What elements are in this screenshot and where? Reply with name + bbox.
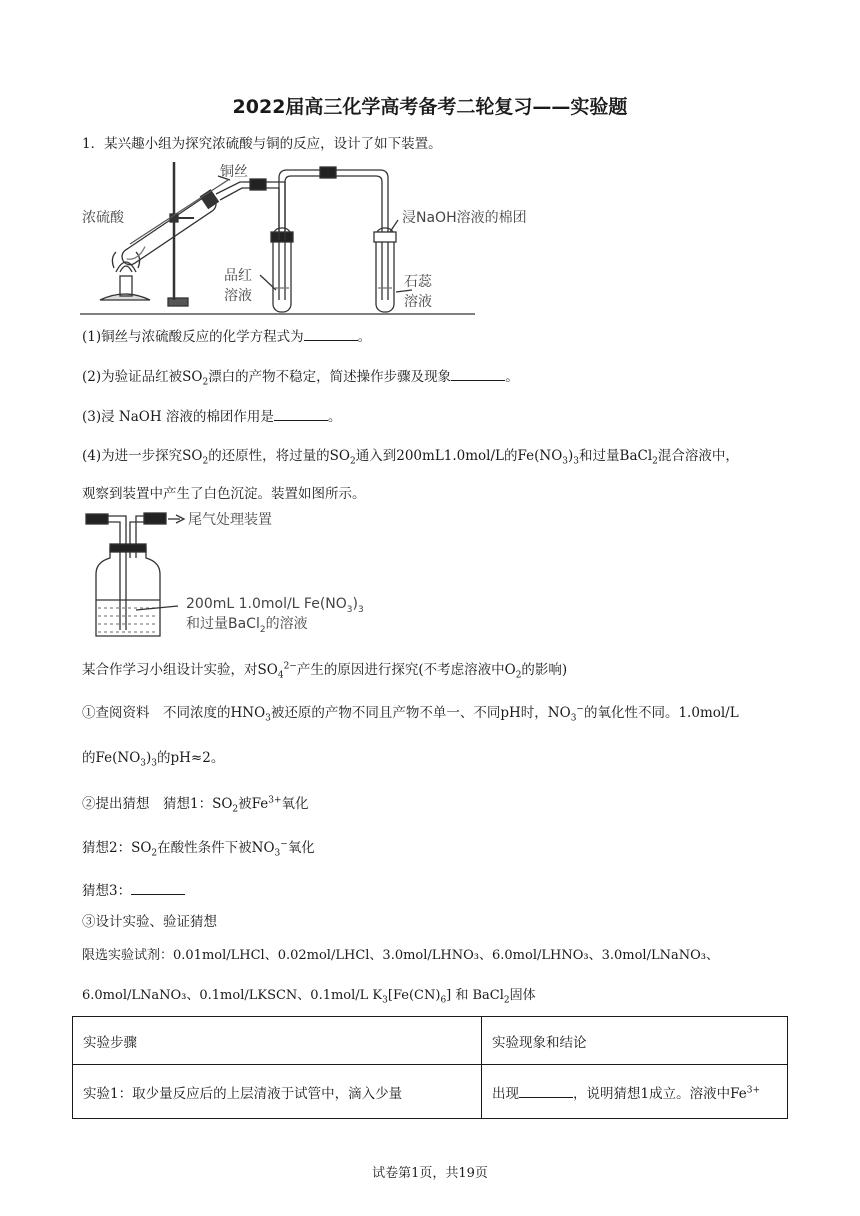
label-litmus-1: 石蕊 bbox=[404, 274, 432, 290]
question-1-3: (3)浸 NaOH 溶液的棉团作用是 。 bbox=[82, 406, 341, 427]
guess-2-line: 猜想2：$SO_2$在酸性条件下被$NO_3^-$氧化 bbox=[82, 839, 315, 859]
label-tail-gas: 尾气处理装置 bbox=[188, 512, 272, 528]
header-steps: 实验步骤 bbox=[73, 1017, 482, 1065]
label-copper-wire: 铜丝 bbox=[220, 164, 248, 180]
row1-step: 实验1：取少量反应后的上层清液于试管中，滴入少量 bbox=[73, 1065, 482, 1119]
label-solution-2: 和过量BaCl$_2$的溶液 bbox=[186, 616, 308, 635]
step-2-line: ②提出猜想 猜想1：$SO_2$被$Fe^{3+}$氧化 bbox=[82, 795, 309, 815]
step-3-line: ③设计实验、验证猜想 bbox=[82, 914, 217, 930]
answer-blank bbox=[451, 366, 505, 381]
label-litmus-2: 溶液 bbox=[404, 294, 432, 310]
cooperative-group-line: 某合作学习小组设计实验，对$SO_4^{2-}$产生的原因进行探究(不考虑溶液中$O_2$的影响) bbox=[82, 661, 568, 681]
label-naoh-cotton: 浸NaOH溶液的棉团 bbox=[402, 210, 527, 226]
question-1-1: (1)铜丝与浓硫酸反应的化学方程式为 。 bbox=[82, 326, 371, 347]
answer-blank bbox=[274, 406, 328, 421]
answer-blank bbox=[304, 326, 358, 341]
apparatus-figure-1 bbox=[80, 160, 527, 318]
step-1-line: ①查阅资料 不同浓度的$HNO_3$被还原的产物不同且产物不单一、不同pH时，$NO_3^-$的氧化性不同。1.0mol/L bbox=[82, 704, 739, 724]
page-title: 2022届高三化学高考备考二轮复习——实验题 bbox=[232, 96, 628, 118]
experiment-table bbox=[72, 1016, 788, 1119]
label-conc-acid: 浓硫酸 bbox=[82, 210, 124, 226]
question-1-4: (4)为进一步探究$SO_2$的还原性，将过量的$SO_2$通入到200mL1.0mol/L的$Fe(NO_3)_3$和过量BaCl$_2$混合溶液中， bbox=[82, 448, 739, 467]
reagents-line-2: 6.0mol/LNaNO₃、0.1mol/LKSCN、0.1mol/L $K_3[Fe(CN)_6]$ 和 BaCl$_2$固体 bbox=[82, 988, 536, 1006]
table-header-row bbox=[73, 1017, 788, 1065]
page-footer: 试卷第1页，共19页 bbox=[372, 1166, 488, 1181]
table-row bbox=[73, 1065, 788, 1119]
apparatus-figure-2 bbox=[82, 508, 402, 644]
question-1-4-line2: 观察到装置中产生了白色沉淀。装置如图所示。 bbox=[82, 486, 366, 502]
row1-result: 出现 ，说明猜想1成立。溶液中$Fe^{3+}$ bbox=[482, 1065, 788, 1119]
reagents-line-1: 限选实验试剂：0.01mol/LHCl、0.02mol/LHCl、3.0mol/LHNO₃、6.0mol/LHNO₃、3.0mol/LNaNO₃、 bbox=[82, 948, 719, 963]
answer-blank bbox=[131, 880, 185, 895]
label-solution-1: 200mL 1.0mol/L $Fe(NO_3)_3$ bbox=[186, 596, 364, 615]
label-pinhong-2: 溶液 bbox=[224, 288, 252, 304]
question-1-intro: 1．某兴趣小组为探究浓硫酸与铜的反应，设计了如下装置。 bbox=[82, 136, 442, 152]
guess-3-line: 猜想3： bbox=[82, 880, 185, 901]
header-results: 实验现象和结论 bbox=[482, 1017, 788, 1065]
step-1-line2: 的$Fe(NO_3)_3$的pH≈2。 bbox=[82, 750, 225, 769]
question-1-2: (2)为验证品红被$SO_2$漂白的产物不稳定，简述操作步骤及现象 。 bbox=[82, 366, 519, 387]
label-pinhong-1: 品红 bbox=[224, 268, 252, 284]
answer-blank bbox=[519, 1083, 573, 1098]
